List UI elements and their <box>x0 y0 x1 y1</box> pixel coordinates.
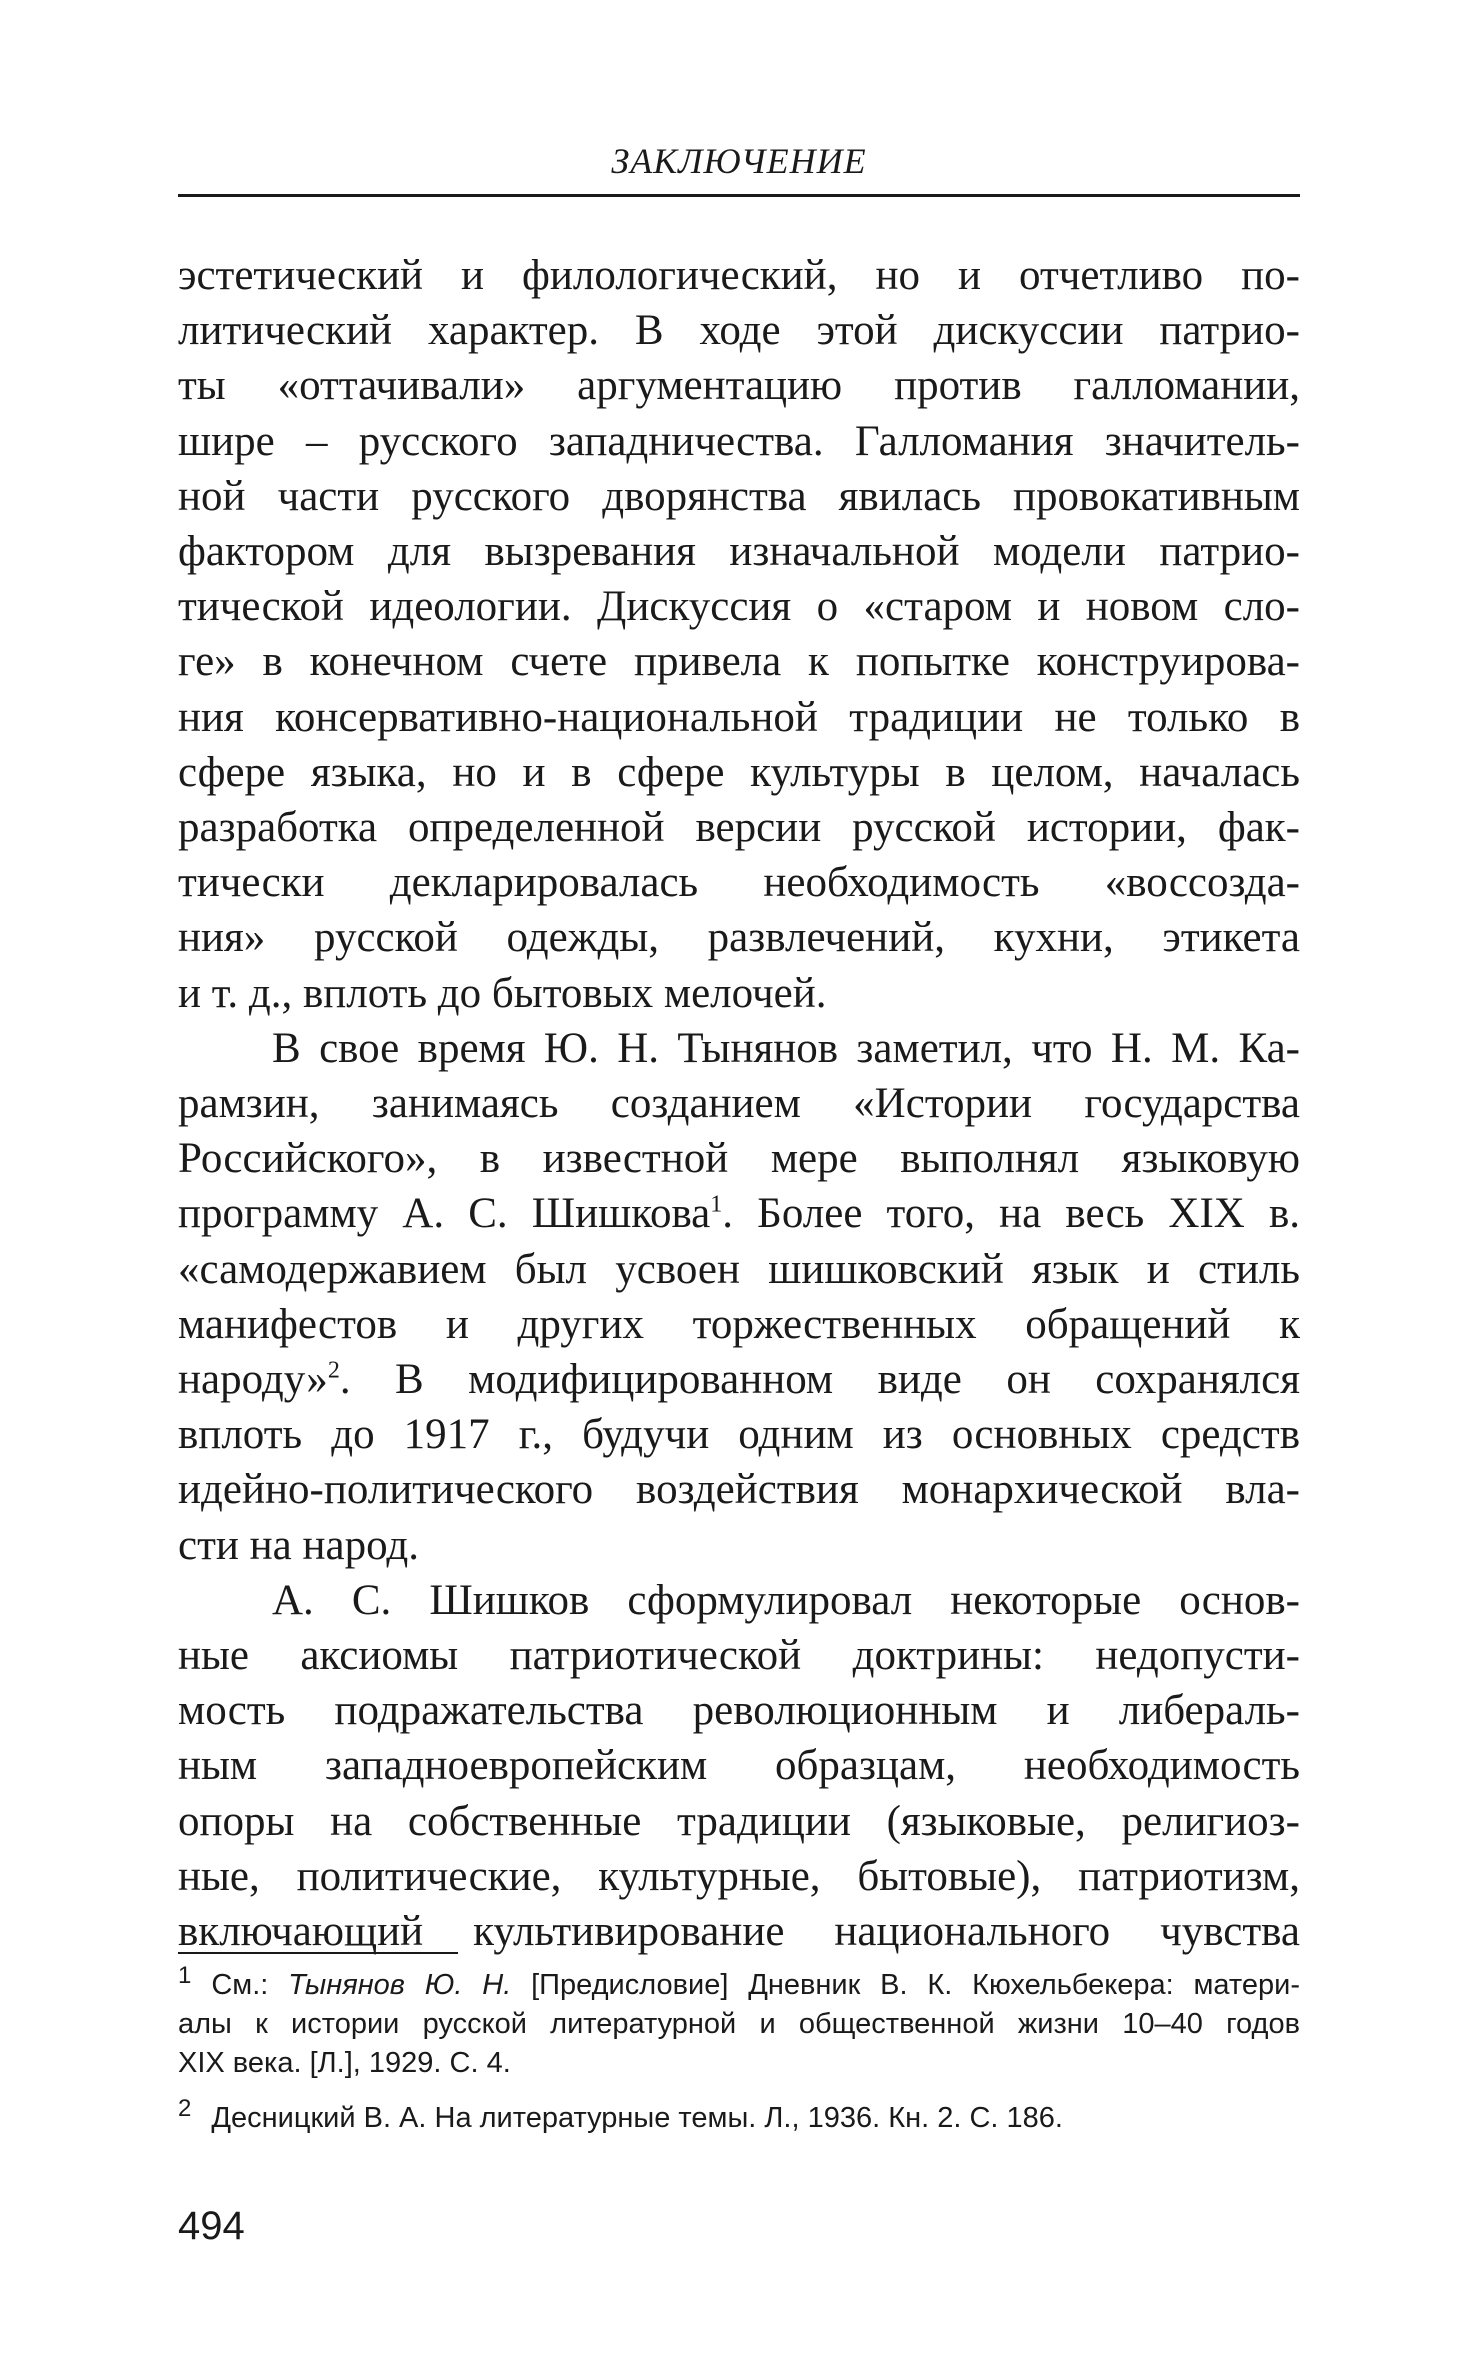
text-line: ные, политические, культурные, бытовые), патриотизм, <box>178 1852 1300 1900</box>
text-run: народу» <box>178 1356 328 1404</box>
footnote-line <box>178 1962 1300 2005</box>
footnote-1 <box>178 1962 1300 2083</box>
text-run: . В модифицированном виде он сохранялся <box>339 1356 1300 1404</box>
text-line: опоры на собственные традиции (языковые, религиоз- <box>178 1797 1300 1845</box>
footnotes <box>178 1962 1300 2154</box>
text-run: . Более того, на весь XIX в. <box>722 1190 1301 1238</box>
page-number: 494 <box>178 2204 245 2248</box>
text-line: и т. д., вплоть до бытовых мелочей. <box>178 969 827 1017</box>
footnote-ref-2[interactable]: 2 <box>327 1357 340 1384</box>
text-line: ной части русского дворянства явилась провокативным <box>178 472 1300 520</box>
running-title: ЗАКЛЮЧЕНИЕ <box>611 141 867 181</box>
header-rule <box>178 194 1300 197</box>
text-line: ные аксиомы патриотической доктрины: недопусти- <box>178 1632 1300 1680</box>
footnote-2 <box>178 2095 1300 2138</box>
text-line: мость подражательства революционным и либераль- <box>178 1687 1300 1735</box>
text-line: сфере языка, но и в сфере культуры в целом, началась <box>178 748 1300 796</box>
paragraph-1 <box>178 248 1300 1021</box>
footnote-line: алы к истории русской литературной и общественной жизни 10–40 годов <box>178 2008 1300 2040</box>
text-line: эстетический и филологический, но и отчетливо по- <box>178 252 1300 299</box>
footnote-rule <box>178 1952 458 1954</box>
text-line: тической идеологии. Дискуссия о «старом и новом сло- <box>178 583 1300 631</box>
footnote-ref-1[interactable]: 1 <box>710 1192 723 1219</box>
text-line: разработка определенной версии русской истории, фак- <box>178 804 1300 852</box>
paragraph-2 <box>178 1021 1300 1573</box>
paragraph-3 <box>178 1573 1300 1959</box>
footnote-number: 2 <box>178 2095 192 2123</box>
text-line: ния» русской одежды, развлечений, кухни, этикета <box>178 914 1300 962</box>
text-line: вплоть до 1917 г., будучи одним из основных средств <box>178 1411 1300 1459</box>
text-line: рамзин, занимаясь созданием «Истории государства <box>178 1080 1300 1128</box>
footnote-number: 1 <box>178 1962 192 1990</box>
text-line: А. С. Шишков сформулировал некоторые основ- <box>272 1576 1300 1624</box>
text-line: литический характер. В ходе этой дискуссии патрио- <box>178 307 1300 355</box>
main-text <box>178 248 1300 1959</box>
text-line: ты «оттачивали» аргументацию против галломании, <box>178 362 1300 410</box>
text-line <box>178 1186 1300 1241</box>
footnote-line: XIX века. [Л.], 1929. С. 4. <box>178 2047 511 2079</box>
text-run: См.: <box>211 1969 289 2001</box>
text-line: ге» в конечном счете привела к попытке конструирова- <box>178 638 1300 686</box>
text-run: Десницкий В. А. На литературные темы. Л., 1936. Кн. 2. С. 186. <box>211 2102 1063 2134</box>
text-line: идейно-политического воздействия монархической вла- <box>178 1466 1300 1514</box>
text-line: манифестов и других торжественных обращений к <box>178 1300 1300 1348</box>
text-line: фактором для вызревания изначальной модели патрио- <box>178 528 1300 576</box>
text-line <box>178 1352 1300 1407</box>
text-line: «самодержавием был усвоен шишковский язык и стиль <box>178 1245 1300 1293</box>
text-run: [Предисловие] Дневник В. К. Кюхельбекера: матери- <box>511 1969 1300 2001</box>
footnote-line <box>178 2095 1300 2138</box>
text-line: включающий культивирование национального чувства <box>178 1908 1300 1956</box>
text-line: ния консервативно-национальной традиции не только в <box>178 693 1300 741</box>
footnote-author: Тынянов Ю. Н. <box>288 1969 512 2001</box>
text-line: сти на народ. <box>178 1521 419 1569</box>
text-run: программу А. С. Шишкова <box>178 1190 711 1238</box>
text-line: шире – русского западничества. Галломания значитель- <box>178 417 1300 465</box>
text-line: Российского», в известной мере выполнял языковую <box>178 1135 1300 1183</box>
text-line: В свое время Ю. Н. Тынянов заметил, что Н. М. Ка- <box>272 1024 1300 1072</box>
text-line: тически декларировалась необходимость «воссозда- <box>178 859 1300 907</box>
text-line: ным западноевропейским образцам, необходимость <box>178 1742 1300 1790</box>
